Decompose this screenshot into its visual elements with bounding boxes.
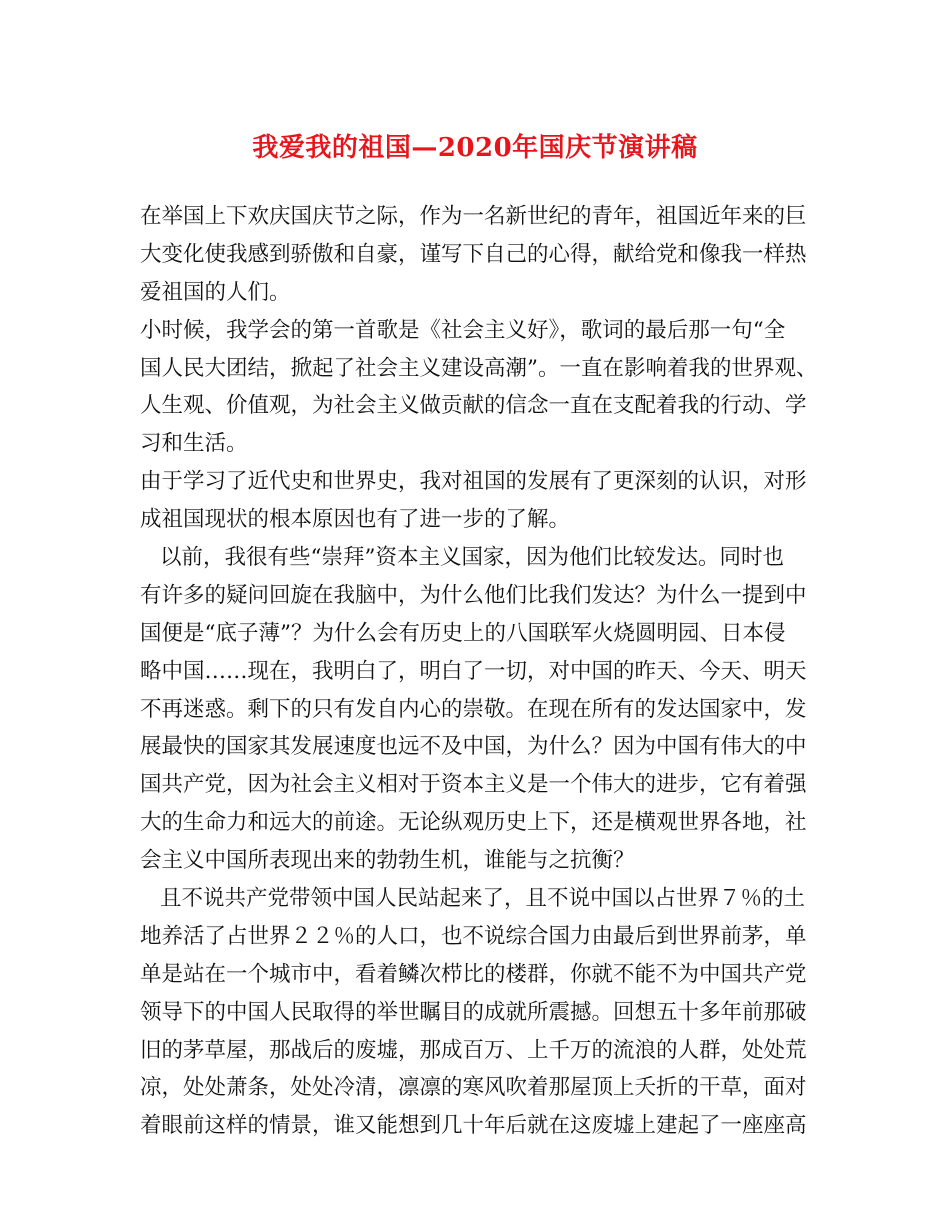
text-line: 人生观、价值观，为社会主义做贡献的信念一直在支配着我的行动、学 (140, 393, 807, 419)
text-line: 单是站在一个城市中，看着鳞次栉比的楼群，你就不能不为中国共产党 (140, 961, 807, 987)
text-line: 爱祖国的人们。 (140, 279, 291, 305)
text-line: 凉，处处萧条，处处冷清，凛凛的寒风吹着那屋顶上夭折的干草，面对 (140, 1075, 807, 1101)
text-line: 国人民大团结，掀起了社会主义建设高潮”。一直在影响着我的世界观、 (140, 355, 818, 381)
text-line: 大变化使我感到骄傲和自豪，谨写下自己的心得，献给党和像我一样热 (140, 241, 807, 267)
text-line: 国共产党，因为社会主义相对于资本主义是一个伟大的进步，它有着强 (140, 772, 807, 798)
text-line: 由于学习了近代史和世界史，我对祖国的发展有了更深刻的认识，对形 (140, 469, 807, 495)
document-title: 我爱我的祖国—2020年国庆节演讲稿 (252, 133, 698, 163)
text-line: 以前，我很有些“崇拜”资本主义国家，因为他们比较发达。同时也 (160, 545, 784, 571)
text-line: 地养活了占世界２２％的人口，也不说综合国力由最后到世界前茅，单 (140, 923, 807, 949)
text-line: 有许多的疑问回旋在我脑中，为什么他们比我们发达？为什么一提到中 (140, 582, 807, 608)
text-line: 在举国上下欢庆国庆节之际，作为一名新世纪的青年，祖国近年来的巨 (140, 204, 807, 229)
text-line: 成祖国现状的根本原因也有了进一步的了解。 (140, 507, 571, 533)
text-line: 小时候，我学会的第一首歌是《社会主义好》，歌词的最后那一句“全 (140, 317, 786, 343)
text-line: 着眼前这样的情景，谁又能想到几十年后就在这废墟上建起了一座座高 (140, 1113, 807, 1139)
text-line: 略中国……现在，我明白了，明白了一切，对中国的昨天、今天、明天 (140, 658, 807, 684)
text-line: 习和生活。 (140, 431, 248, 457)
text-line: 旧的茅草屋，那战后的废墟，那成百万、上千万的流浪的人群，处处荒 (140, 1037, 807, 1063)
text-line: 领导下的中国人民取得的举世瞩目的成就所震撼。回想五十多年前那破 (140, 999, 807, 1025)
text-line: 展最快的国家其发展速度也远不及中国，为什么？因为中国有伟大的中 (140, 734, 807, 760)
document-body (140, 198, 820, 1145)
text-line: 国便是“底子薄”？为什么会有历史上的八国联军火烧圆明园、日本侵 (140, 620, 786, 646)
text-line: 大的生命力和远大的前途。无论纵观历史上下，还是横观世界各地，社 (140, 810, 807, 836)
text-line: 且不说共产党带领中国人民站起来了，且不说中国以占世界７％的土 (160, 886, 806, 912)
text-line: 会主义中国所表现出来的勃勃生机，谁能与之抗衡？ (140, 848, 635, 874)
text-line: 不再迷惑。剩下的只有发自内心的崇敬。在现在所有的发达国家中，发 (140, 696, 807, 722)
